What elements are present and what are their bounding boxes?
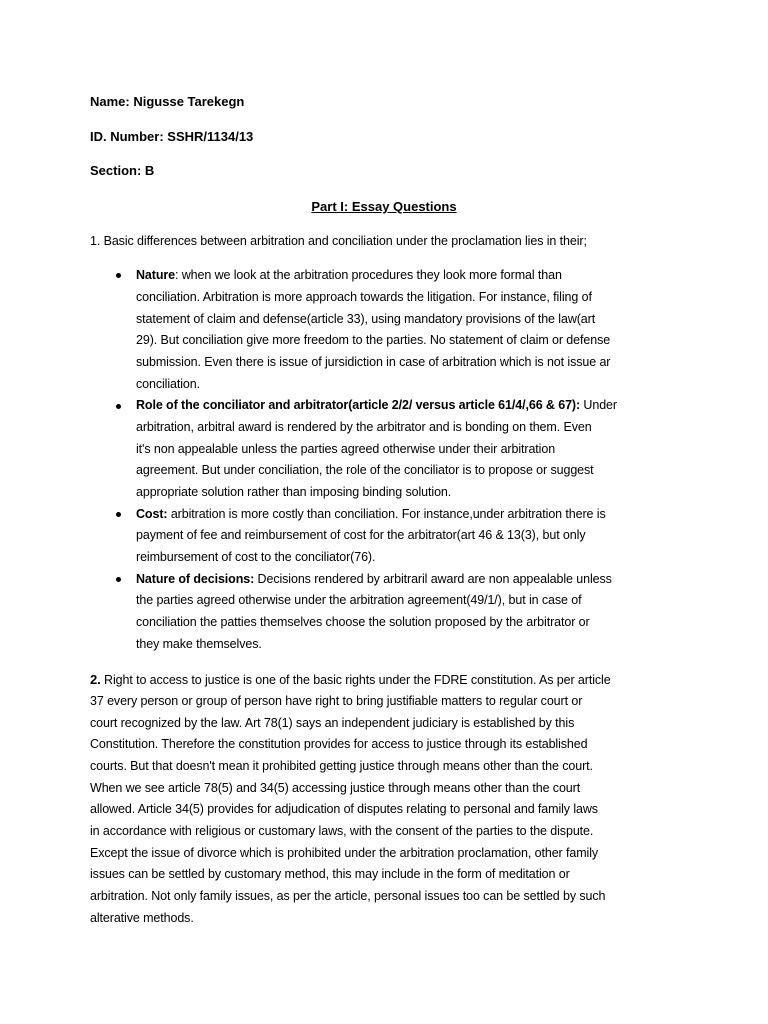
text-line [136,569,617,591]
student-id-number: ID. Number: SSHR/1134/13 [90,129,254,144]
bullet-marker [116,512,121,517]
text-line: statement of claim and defense(article 33), using mandatory provisions of the law(art [136,311,596,326]
text-line: 29). But conciliation give more freedom to the parties. No statement of claim or defense [136,333,611,348]
text-line: in accordance with religious or customary laws, with the consent of the parties to the dispute. [90,823,594,838]
text-line: they make themselves. [136,636,262,651]
text-line: conciliation. Arbitration is more approach towards the litigation. For instance, filing of [136,289,592,304]
text-line: payment of fee and reimbursement of cost for the arbitrator(art 46 & 13(3), but only [136,528,586,543]
text-line: alterative methods. [90,910,194,925]
part-title [0,196,768,218]
student-name: Name: Nigusse Tarekegn [90,94,245,109]
text-line: issues can be settled by customary method, this may include in the form of meditation or [90,867,570,882]
bullet-marker [116,577,121,582]
text-line: appropriate solution rather than imposing binding solution. [136,485,452,500]
text-line [90,669,611,691]
text-line [136,395,617,417]
bullet-text: Under [580,398,617,413]
question-1-bullet-list [136,265,617,655]
text-line: the parties agreed otherwise under the arbitration agreement(49/1/), but in case of [136,593,582,608]
text-line: reimbursement of cost to the conciliator(76). [136,550,376,565]
bullet-marker [116,273,121,278]
text-line [136,265,617,287]
text-line: Except the issue of divorce which is prohibited under the arbitration proclamation, other family [90,845,599,860]
text-line: it's non appealable unless the parties agreed otherwise under their arbitration [136,441,556,456]
text-line: conciliation. [136,376,201,391]
text-line: 37 every person or group of person have right to bring justifiable matters to regular court or [90,693,583,708]
text-line: courts. But that doesn't mean it prohibited getting justice through means other than the court. [90,758,593,773]
paragraph-text: Right to access to justice is one of the basic rights under the FDRE constitution. As per article [100,673,611,688]
text-line: submission. Even there is issue of jursidiction in case of arbitration which is not issue ar [136,354,611,369]
bullet-item-nature [136,265,617,395]
bullet-item-role [136,395,617,503]
text-line: Constitution. Therefore the constitution provides for access to justice through its established [90,737,588,752]
text-line: When we see article 78(5) and 34(5) accessing justice through means other than the court [90,780,581,795]
student-section: Section: B [90,163,155,178]
text-line [136,504,617,526]
question-number: 2. [90,672,101,688]
text-line: agreement. But under conciliation, the role of the conciliator is to propose or suggest [136,463,594,478]
text-line: arbitration, arbitral award is rendered by the arbitrator and is bonding on them. Even [136,419,592,434]
bullet-text: Decisions rendered by arbitraril award are non appealable unless [254,571,612,586]
bullet-text: arbitration is more costly than conciliation. For instance,under arbitration there is [167,506,606,521]
text-line: allowed. Article 34(5) provides for adjudication of disputes relating to personal and family laws [90,802,598,817]
text-line: court recognized by the law. Art 78(1) says an independent judiciary is established by this [90,715,575,730]
bullet-term: Nature [136,268,175,283]
bullet-term: Role of the conciliator and arbitrator(article 2/2/ versus article 61/4/,66 & 67): [136,398,581,413]
bullet-item-cost [136,504,617,569]
bullet-term: Cost: [136,506,168,521]
question-2-paragraph [90,669,611,929]
text-line: arbitration. Not only family issues, as per the article, personal issues too can be settled by such [90,889,606,904]
text-line: conciliation the patties themselves choose the solution proposed by the arbitrator or [136,615,590,630]
bullet-text: : when we look at the arbitration procedures they look more formal than [175,268,562,283]
part-title-text: Part I: Essay Questions [311,199,457,214]
bullet-term: Nature of decisions: [136,571,255,586]
question-1-intro: 1. Basic differences between arbitration and conciliation under the proclamation lies in their; [90,234,587,248]
bullet-item-nature-of-decisions [136,569,617,656]
bullet-marker [116,404,121,409]
